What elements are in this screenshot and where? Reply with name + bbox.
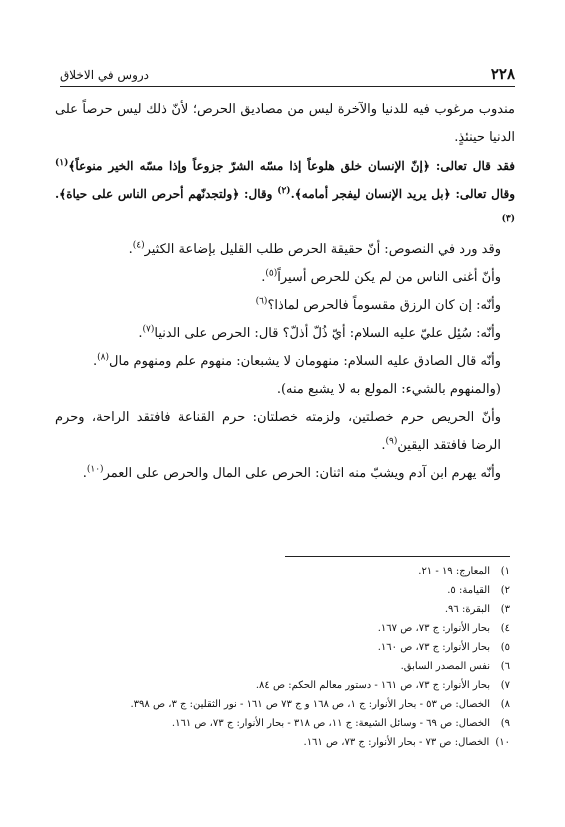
paragraph: وأنّه يهرم ابن آدم ويشبّ منه اثنان: الحرص على المال والحرص على العمر$^{(١٠)}$.: [82, 464, 501, 481]
footnote-ref: (٤): [132, 240, 145, 251]
footnotes-list: [40, 562, 510, 752]
footnote-item: ٢) القيامة: ٥.: [447, 585, 510, 596]
footnote-item: ٤) بحار الأنوار: ج ٧٣، ص ١٦٧.: [377, 623, 510, 634]
footnote-ref: (١٠): [86, 464, 104, 475]
footnote-ref: (٦): [255, 296, 268, 307]
quote-paragraph: فقد قال تعالى: ﴿إنّ الإنسان خلق هلوعاً إذا مسّه الشرّ جزوعاً وإذا مسّه الخير منوعاً﴾$^{(١)}$ وقال تعالى: ﴿بل يريد الإنسان ليفجر أمامه﴾.$^{(٢)}$ وقال: ﴿ولتجدنّهم أحرص الناس على حياة﴾.$^{(٣)}$: [55, 158, 516, 224]
paragraph: (والمنهوم بالشيء: المولع به لا يشبع منه).: [276, 382, 501, 397]
footnote-item: ١) المعارج: ١٩ - ٢١.: [418, 566, 510, 577]
footnote-ref: (١): [55, 158, 69, 168]
running-title: دروس في الاخلاق: [60, 68, 150, 82]
footnote-ref: (٢): [277, 186, 291, 196]
footnote-item: ١٠) الخصال: ص ٧٣ - بحار الأنوار: ج ٧٣، ص ١٦١.: [303, 737, 510, 748]
paragraph: وأنّ الحريص حرم خصلتين، ولزمته خصلتان: حرم القناعة فافتقد الراحة، وحرم الرضا فافتقد اليقين$^{(٩)}$.: [55, 410, 501, 453]
paragraph: وأنّه: إن كان الرزق مقسوماً فالحرص لماذا؟$^{(٦)}$: [255, 296, 501, 313]
footnote-ref: (٧): [142, 324, 155, 335]
paragraph: وأنّه: سُئِل عليّ عليه السلام: أيّ ذُلّ أذلّ؟ قال: الحرص على الدنيا$^{(٧)}$.: [138, 324, 501, 341]
footnote-ref: (٨): [97, 352, 110, 363]
body-text: [55, 96, 515, 488]
paragraph: مندوب مرغوب فيه للدنيا والآخرة ليس من مصاديق الحرص؛ لأنّ ذلك ليس حرصاً على الدنيا حينئذٍ.: [55, 102, 515, 145]
footnote-item: ٣) البقرة: ٩٦.: [444, 604, 510, 615]
footnote-ref: (٣): [501, 214, 515, 224]
footnote-ref: (٩): [385, 436, 398, 447]
footnote-separator: [285, 556, 510, 557]
footnote-item: ٦) نفس المصدر السابق.: [400, 661, 510, 672]
paragraph: وأنّه قال الصادق عليه السلام: منهومان لا يشبعان: منهوم علم ومنهوم مال$^{(٨)}$.: [93, 352, 501, 369]
footnote-item: ٥) بحار الأنوار: ج ٧٣، ص ١٦٠.: [377, 642, 510, 653]
paragraph: وقد ورد في النصوص: أنّ حقيقة الحرص طلب القليل بإضاعة الكثير$^{(٤)}$.: [128, 240, 501, 257]
footnote-item: ٩) الخصال: ص ٦٩ - وسائل الشيعة: ج ١١، ص ٣١٨ - بحار الأنوار: ج ٧٣، ص ١٦١.: [171, 718, 510, 729]
page-header: [60, 64, 515, 87]
footnote-ref: (٥): [265, 268, 278, 279]
footnote-item: ٨) الخصال: ص ٥٣ - بحار الأنوار: ج ١، ص ١٦٨ و ج ٧٣ ص ١٦١ - نور الثقلين: ج ٣، ص ٣٩٨.: [130, 699, 510, 710]
page-number: ٢٢٨: [490, 65, 515, 83]
paragraph: وأنّ أغنى الناس من لم يكن للحرص أسيراً$^{(٥)}$.: [261, 268, 501, 285]
footnote-item: ٧) بحار الأنوار: ج ٧٣، ص ١٦١ - دستور معالم الحكم: ص ٨٤.: [255, 680, 510, 691]
